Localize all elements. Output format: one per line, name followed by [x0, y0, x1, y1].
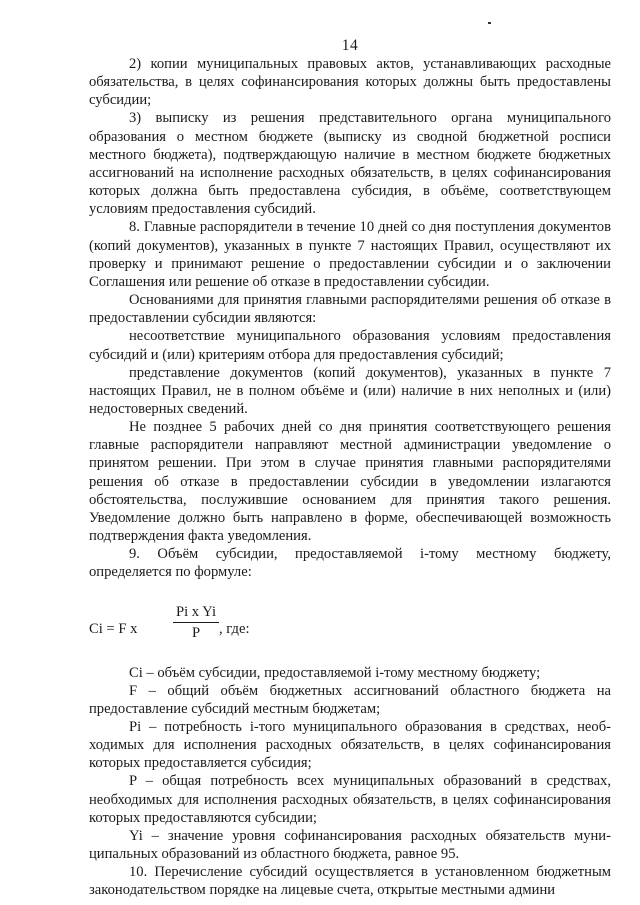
definition-yi: Yi – значение уровня софинансирования расходных обязательств муниципальных образований из областного бюджета, равное 95. [89, 827, 611, 863]
paragraph-notification: Не позднее 5 рабочих дней со дня принятия соответствующего решения главные распорядители направляют местной администрации уведомление о принятом решении. При этом в случае принятия главными распорядителями решения об отказе в предоставлении субсидии в уведомлении излагаются обстоятельства, послужившие основанием для принятия такого решения. Уведомление должно быть направлено в форме, обеспечивающей возможность подтверждения факта уведомления. [89, 419, 611, 545]
formula-suffix: , где: [219, 620, 250, 637]
paragraph-item-2: 2) копии муниципальных правовых актов, устанавливающих расходные обязательства, в целях софинансирования которых должны быть предоставлены субсидии; [89, 56, 611, 109]
scan-artifact-mark [488, 22, 491, 24]
paragraph-clause-10: 10. Перечисление субсидий осуществляется в установленном бюджетным законодательством порядке на лицевые счета, открытые местными админи [89, 864, 611, 899]
paragraph-refusal-ground-1: несоответствие муниципального образования условиям предоставления субсидий и (или) критериям отбора для предоставления субсидий; [89, 328, 611, 363]
definition-p: P – общая потребность всех муниципальных образований в средствах, необходимых для исполнения расходных обязательств, в целях софинансирования которых предоставляются субсидии; [89, 773, 611, 826]
page-number: 14 [341, 37, 359, 54]
formula-numerator: Pi x Yi [175, 603, 216, 620]
document-body [89, 55, 611, 900]
definition-f: F – общий объём бюджетных ассигнований областного бюджета на предоставление субсидий местным бюджетам; [89, 682, 611, 717]
definition-pi: Pi – потребность i-того муниципального образования в средствах, необходимых для исполнения расходных обязательств, в целях софинансирования которых предоставляется субсидия; [89, 719, 611, 772]
formula-denominator: P [191, 624, 201, 641]
paragraph-refusal-grounds: Основаниями для принятия главными распорядителями решения об отказе в предоставлении субсидии являются: [89, 292, 611, 327]
fraction-bar [173, 622, 219, 623]
formula-fraction [173, 604, 219, 642]
paragraph-refusal-ground-2: представление документов (копий документов), указанных в пункте 7 настоящих Правил, не в полном объёме и (или) наличие в них неполных и (или) недостоверных сведений. [89, 364, 611, 417]
paragraph-clause-8: 8. Главные распорядители в течение 10 дней со дня поступления документов (копий документов), указанных в пункте 7 настоящих Правил, осуществляют их проверку и принимают решение о предоставлении субсидии и о заключении Соглашения или решение об отказе в предоставлении субсидии. [89, 219, 611, 290]
paragraph-item-3: 3) выписку из решения представительного органа муниципального образования о местном бюджете (выписку из сводной бюджетной росписи местного бюджета), подтверждающую наличие в местном бюджете бюджетных ассигнований на исполнение расходных обязательств, в целях софинансирования которых должна быть предоставлена субсидия, в объёме, соответствующем условиям предоставления субсидий. [89, 110, 611, 218]
formula-block [89, 582, 611, 664]
formula-lhs: Ci = F x [89, 620, 138, 637]
definition-ci: Ci – объём субсидии, предоставляемой i-тому местному бюджету; [129, 664, 541, 681]
paragraph-clause-9: 9. Объём субсидии, предоставляемой i-тому местному бюджету, определяется по формуле: [89, 546, 611, 581]
